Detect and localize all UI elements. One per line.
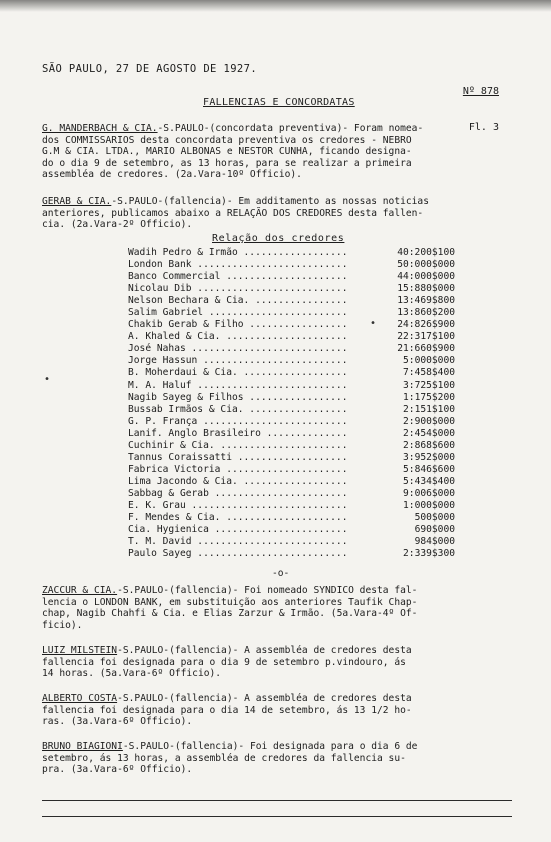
creditor-name: G. P. França ......................... — [128, 415, 348, 427]
dateline: SÃO PAULO, 27 DE AGOSTO DE 1927. — [42, 63, 258, 75]
notice-line: ras. (3a.Vara-6º Officio). — [42, 716, 193, 728]
notice-line: setembro, ás 13 horas, a assembléa de credores da fallencia su- — [42, 752, 406, 764]
notice-lead: ZACCUR & CIA. — [42, 585, 118, 596]
notice-line: dos COMMISSARIOS desta concordata preventiva os credores - NEBRO — [42, 134, 412, 146]
creditor-name: Chakib Gerab & Filho ................. — [128, 319, 348, 331]
creditor-amount: 1:000$000 — [403, 499, 455, 511]
creditor-amount: 2:454$000 — [403, 427, 455, 439]
margin-mark: • — [44, 374, 51, 385]
creditor-amount: 2:339$300 — [403, 548, 455, 560]
notice-mandelbach — [42, 123, 514, 181]
creditor-row — [128, 476, 458, 488]
creditor-amount: 7:458$400 — [403, 367, 455, 379]
creditor-amount: 22:317$100 — [397, 331, 455, 343]
creditor-row — [128, 548, 458, 560]
creditor-name: Wadih Pedro & Irmão .................. — [128, 247, 348, 258]
creditor-name: Cia. Hygienica ....................... — [128, 524, 348, 536]
creditor-amount: 5:000$000 — [403, 355, 455, 367]
creditor-row — [128, 536, 458, 548]
section-title: FALLENCIAS E CONCORDATAS — [203, 97, 355, 108]
creditor-row — [128, 307, 458, 319]
creditor-amount: 2:868$600 — [403, 439, 455, 451]
creditor-name: Sabbag & Gerab ....................... — [128, 487, 348, 499]
creditor-amount: 3:725$100 — [403, 379, 455, 391]
creditor-amount: 40:200$100 — [397, 247, 455, 258]
notice-costa — [42, 693, 514, 728]
notice-gerab — [42, 196, 514, 231]
notice-line: anteriores, publicamos abaixo a RELAÇÃO DOS CREDORES desta fallen- — [42, 207, 424, 219]
creditor-name: Fabrica Victoria ..................... — [128, 463, 348, 475]
scan-edge-shadow — [0, 0, 551, 12]
notice-lead: G. MANDERBACH & CIA. — [42, 123, 158, 134]
creditor-name: T. M. David .......................... — [128, 536, 348, 548]
creditor-row — [128, 464, 458, 476]
creditor-row — [128, 440, 458, 452]
creditor-name: Bussab Irmãos & Cia. ................. — [128, 403, 348, 415]
creditor-amount: 500$000 — [414, 512, 455, 524]
notice-line: -S.PAULO-(fallencia)- A assembléa de credores desta — [117, 645, 412, 656]
creditor-amount: 44:000$000 — [397, 271, 455, 283]
creditor-amount: 5:434$400 — [403, 475, 455, 487]
creditor-row — [128, 355, 458, 367]
creditor-name: Paulo Sayeg .......................... — [128, 548, 348, 560]
sheet-number: Fl. 3 — [468, 122, 499, 133]
creditor-row — [128, 343, 458, 355]
creditor-row — [128, 259, 458, 271]
creditor-amount: 13:469$800 — [397, 295, 455, 307]
doc-number: Nº 878 — [462, 86, 499, 97]
section-separator: -o- — [272, 568, 290, 579]
creditor-row — [128, 247, 458, 259]
creditor-name: F. Mendes & Cia. ..................... — [128, 512, 348, 524]
notice-line: ficio). — [42, 619, 83, 631]
creditor-name: B. Moherdaui & Cia. .................. — [128, 367, 348, 379]
creditor-name: Salim Gabriel ........................ — [128, 307, 348, 319]
creditor-row — [128, 392, 458, 404]
creditor-amount: 690$000 — [414, 524, 455, 536]
creditor-amount: 9:006$000 — [403, 487, 455, 499]
creditor-amount: 24:826$900 — [397, 319, 455, 331]
notice-line: cia. (2a.Vara-2º Officio). — [42, 219, 193, 231]
creditor-amount: 984$000 — [414, 536, 455, 548]
creditor-name: José Nahas ........................... — [128, 343, 348, 355]
notice-line: 14 horas. (5a.Vara-6º Officio). — [42, 668, 222, 680]
creditor-name: Nicolau Dib .......................... — [128, 283, 348, 295]
creditor-name: Lima Jacondo & Cia. .................. — [128, 475, 348, 487]
creditor-name: Tannus Coraissatti ................... — [128, 451, 348, 463]
creditor-row — [128, 331, 458, 343]
creditor-amount: 2:900$000 — [403, 415, 455, 427]
creditor-row — [128, 428, 458, 440]
creditor-name: Cuchinir & Cia. ...................... — [128, 439, 348, 451]
creditor-name: Nelson Bechara & Cia. ................ — [128, 295, 348, 307]
footer-rule — [42, 816, 512, 817]
creditor-name: London Bank .......................... — [128, 259, 348, 271]
notice-line: fallencia foi designada para o dia 9 de setembro p.vindouro, ás — [42, 656, 406, 668]
creditor-row — [128, 500, 458, 512]
notice-line: -S.PAULO-(fallencia)- Foi nomeado SYNDICO desta fal- — [117, 585, 418, 596]
notice-line: do o dia 9 de setembro, as 13 horas, para se realizar a primeira — [42, 157, 412, 169]
creditor-name: Lanif. Anglo Brasileiro .............. — [128, 427, 348, 439]
creditor-row — [128, 524, 458, 536]
creditor-amount: 3:952$000 — [403, 451, 455, 463]
notice-line: -S.PAULO-(concordata preventiva)- Foram nomea- — [157, 123, 424, 134]
footer-rule — [42, 800, 512, 801]
creditor-name: Banco Commercial ..................... — [128, 271, 348, 283]
ink-dot: • — [370, 318, 377, 329]
creditor-amount: 1:175$200 — [403, 391, 455, 403]
notice-line: lencia o LONDON BANK, em substituição aos anteriores Taufik Chap- — [42, 596, 418, 608]
creditor-row — [128, 283, 458, 295]
notice-lead: BRUNO BIAGIONI — [42, 741, 123, 752]
creditor-row — [128, 404, 458, 416]
notice-lead: ALBERTO COSTA — [42, 693, 118, 704]
creditor-name: Nagib Sayeg & Filhos ................. — [128, 391, 348, 403]
notice-biagioni — [42, 741, 514, 776]
notice-line: G.M & CIA. LTDA., MARIO ALBONAS e NESTOR CUNHA, ficando designa- — [42, 146, 412, 158]
creditors-list — [128, 247, 458, 560]
notice-zaccur — [42, 585, 514, 631]
creditor-name: E. K. Grau ........................... — [128, 499, 348, 511]
notice-lead: LUIZ MILSTEIN — [42, 645, 118, 656]
notice-line: -S.PAULO-(fallencia)- Em additamento as nossas noticias — [111, 196, 429, 207]
creditor-row — [128, 512, 458, 524]
creditor-row — [128, 380, 458, 392]
creditor-row — [128, 488, 458, 500]
notice-lead: GERAB & CIA. — [42, 196, 112, 207]
creditor-row — [128, 295, 458, 307]
notice-line: chap, Nagib Chahfi & Cia. e Elias Zarzur & Irmão. (5a.Vara-4º Of- — [42, 608, 418, 620]
creditors-heading: Relação dos credores — [212, 233, 345, 244]
creditor-amount: 2:151$100 — [403, 403, 455, 415]
notice-line: fallencia foi designada para o dia 14 de setembro, ás 13 1/2 ho- — [42, 704, 412, 716]
creditor-amount: 15:880$000 — [397, 283, 455, 295]
notice-line: -S.PAULO-(fallencia)- Foi designada para o dia 6 de — [122, 741, 418, 752]
creditor-amount: 50:000$000 — [397, 259, 455, 271]
notice-line: pra. (3a.Vara-6º Officio). — [42, 764, 193, 776]
creditor-name: M. A. Haluf .......................... — [128, 379, 348, 391]
creditor-amount: 5:846$600 — [403, 463, 455, 475]
creditor-row — [128, 319, 458, 331]
notice-line: assembléa de credores. (2a.Vara-10º Officio). — [42, 169, 302, 181]
creditor-name: A. Khaled & Cia. ..................... — [128, 331, 348, 343]
notice-milstein — [42, 645, 514, 680]
creditor-row — [128, 367, 458, 379]
creditor-row — [128, 416, 458, 428]
creditor-amount: 21:660$900 — [397, 343, 455, 355]
notice-line: -S.PAULO-(fallencia)- A assembléa de credores desta — [117, 693, 412, 704]
creditor-row — [128, 452, 458, 464]
creditor-name: Jorge Hassun ......................... — [128, 355, 348, 367]
creditor-row — [128, 271, 458, 283]
creditor-amount: 13:860$200 — [397, 307, 455, 319]
